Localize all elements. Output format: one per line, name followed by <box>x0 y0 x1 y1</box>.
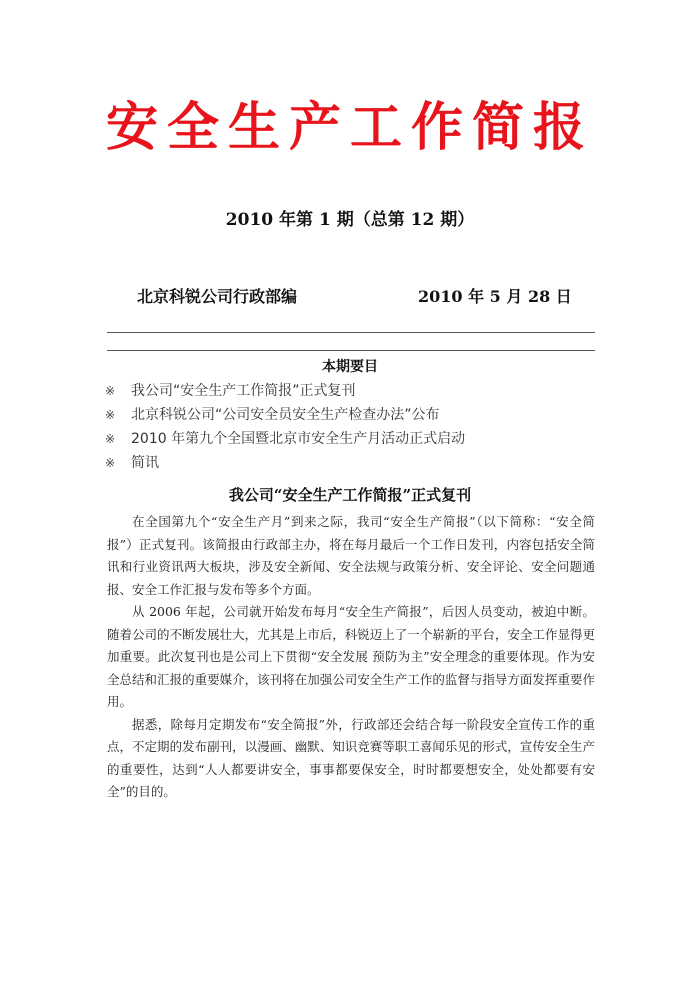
toc-item-label: 2010 年第九个全国暨北京市安全生产月活动正式启动 <box>131 431 466 447</box>
toc-heading: 本期要目 <box>322 359 378 375</box>
reference-mark-icon: ※ <box>105 408 116 422</box>
toc-item-label: 简讯 <box>131 455 159 471</box>
reference-mark-icon: ※ <box>105 456 116 470</box>
publisher-line: 北京科锐公司行政部编 <box>137 287 298 306</box>
toc-item <box>105 451 605 475</box>
table-of-contents <box>105 379 605 475</box>
article-paragraph: 据悉，除每月定期发布“安全简报”外，行政部还会结合每一阶段安全宣传工作的重点，不定期的发布副刊，以漫画、幽默、知识竞赛等职工喜闻乐见的形式，宣传安全生产的重要性，达到“人人都要讲安全，事事都要保安全，时时都要想安全，处处都要有安全”的目的。 <box>107 716 595 799</box>
toc-item <box>105 379 605 403</box>
article-paragraph: 在全国第九个“安全生产月”到来之际，我司“安全生产简报”（以下简称：“安全简报”）正式复刊。该简报由行政部主办，将在每月最后一个工作日发刊，内容包括安全简讯和行业资讯两大板块，涉及安全新闻、安全法规与政策分析、安全评论、安全问题通报、安全工作汇报与发布等多个方面。 <box>107 514 595 597</box>
masthead-title: 安全生产工作简报 <box>105 97 594 158</box>
article-paragraph: 从 2006 年起，公司就开始发布每月“安全生产简报”，后因人员变动，被迫中断。随着公司的不断发展壮大，尤其是上市后，科锐迈上了一个崭新的平台，安全工作显得更加重要。此次复刊也是公司上下贯彻“安全发展 预防为主”安全理念的重要体现。作为安全总结和汇报的重要媒介，该刊将在加强公司安全生产工作的监督与指导方面发挥重要作用。 <box>107 604 595 709</box>
publish-date: 2010 年 5 月 28 日 <box>418 287 572 306</box>
divider-top <box>107 332 595 333</box>
article-body <box>107 511 595 804</box>
toc-item <box>105 403 605 427</box>
article-title: 我公司“安全生产工作简报”正式复刊 <box>228 486 472 504</box>
reference-mark-icon: ※ <box>105 384 116 398</box>
toc-item-label: 北京科锐公司“公司安全员安全生产检查办法”公布 <box>131 407 440 423</box>
toc-item <box>105 427 605 451</box>
divider-bottom <box>107 350 595 351</box>
toc-item-label: 我公司“安全生产工作简报”正式复刊 <box>131 383 356 399</box>
issue-number: 2010 年第 1 期（总第 12 期） <box>225 210 475 230</box>
reference-mark-icon: ※ <box>105 432 116 446</box>
